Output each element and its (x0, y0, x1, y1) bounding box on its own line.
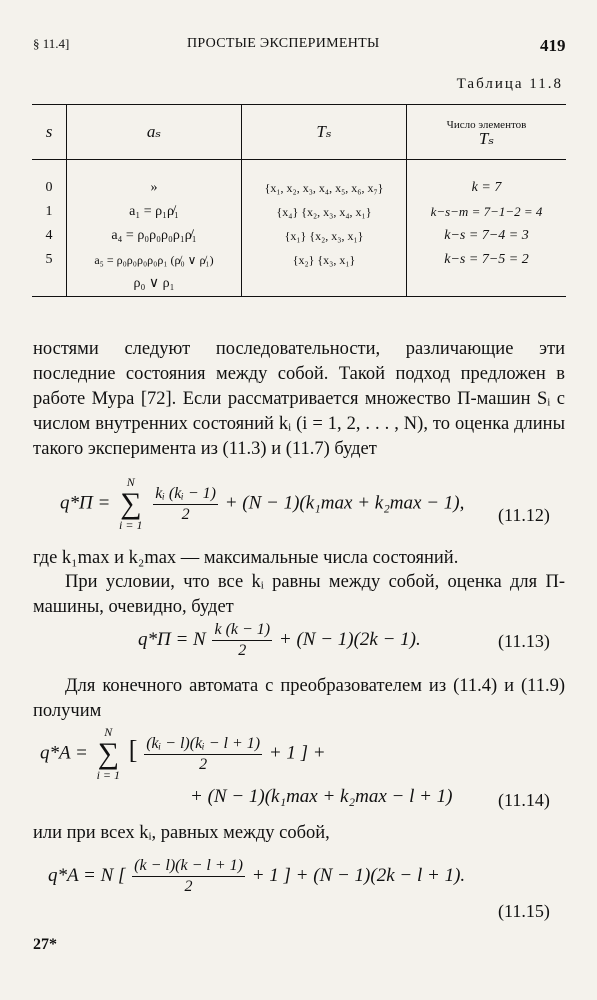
cell-count (407, 272, 567, 297)
eq-lhs: q*П = (60, 492, 111, 514)
table-row (32, 248, 566, 272)
paragraph: ностями следуют последовательности, различающие эти последние состояния между собой. Такой подход предложен в работе Мура [72]. Если рассматривается множество П-машин Sᵢ с числом внутренних состояний kᵢ (i = 1, 2, . . . , N), то оценка длины такого эксперимента из (11.3) и (11.7) будет (33, 339, 565, 459)
equation-number: (11.13) (498, 631, 550, 651)
sum-lower: i = 1 (119, 518, 143, 532)
cell-a: » (67, 160, 242, 201)
cell-a: a₄ = ρ₀ρ₀ρ₀ρ₁ρ̸₁ (67, 224, 242, 248)
cell-t: {x₂} {x₃, x₁} (242, 248, 407, 272)
running-title: ПРОСТЫЕ ЭКСПЕРИМЕНТЫ (187, 36, 380, 51)
equation-11-13 (138, 620, 421, 661)
data-table (32, 104, 566, 297)
equation-number: (11.15) (498, 901, 550, 921)
col-a-header: aₛ (67, 105, 242, 160)
cell-s (32, 272, 67, 297)
sum-upper: N (126, 475, 135, 489)
eq-tail: + (N − 1)(2k − 1). (278, 628, 421, 650)
eq-lhs: q*A = N [ (48, 864, 126, 886)
equation-11-12 (60, 476, 464, 532)
equation-number: (11.14) (498, 790, 550, 810)
cell-a: a₁ = ρ₁ρ̸₁ (67, 200, 242, 224)
numerator: (kᵢ − l)(kᵢ − l + 1) (144, 734, 262, 755)
sigma-icon: ∑ (120, 487, 142, 520)
cell-s: 0 (45, 180, 53, 195)
section-ref: § 11.4] (33, 36, 70, 51)
table-row (32, 272, 566, 297)
paragraph: Для конечного автомата с преобразователем из (11.4) и (11.9) получим (33, 676, 565, 721)
cell-count: k = 7 (407, 160, 567, 201)
denominator: 2 (199, 755, 208, 773)
sigma-icon: ∑ (97, 737, 119, 770)
page-number: 419 (540, 36, 566, 55)
cell-t: {x₄} {x₂, x₃, x₄, x₁} (242, 200, 407, 224)
cell-s: 5 (45, 252, 53, 267)
denominator: 2 (184, 878, 193, 895)
numerator: (k − l)(k − l + 1) (132, 856, 245, 877)
numerator: k (k − 1) (212, 620, 272, 641)
paragraph: или при всех kᵢ, равных между собой, (33, 823, 330, 843)
fraction (132, 856, 245, 897)
col-s-header: s (32, 105, 67, 160)
signature-mark: 27* (33, 936, 57, 953)
cell-count: k−s = 7−5 = 2 (407, 248, 567, 272)
paragraph: где k₁max и k₂max — максимальные числа состояний. (33, 548, 459, 568)
cell-count: k−s = 7−4 = 3 (407, 224, 567, 248)
sum-lower: i = 1 (96, 768, 121, 782)
cell-count: k−s−m = 7−1−2 = 4 (407, 200, 567, 224)
bracket-icon: [ (128, 735, 138, 765)
sum-sign (97, 726, 120, 782)
cell-t: {x₁} {x₂, x₃, x₁} (242, 224, 407, 248)
denominator: 2 (238, 642, 247, 659)
fraction (212, 620, 272, 661)
denominator: 2 (181, 505, 190, 523)
eq-tail: + 1 ] + (268, 742, 326, 764)
numerator: kᵢ (kᵢ − 1) (153, 484, 218, 505)
equation-11-15 (48, 856, 465, 897)
equation-11-14 (40, 726, 453, 808)
paragraph: При условии, что все kᵢ равны между собой, оценка для П-машины, очевидно, будет (33, 572, 565, 617)
cell-t (242, 272, 407, 297)
cell-s: 1 (45, 204, 53, 219)
cell-a: a₅ = ρ₀ρ₀ρ₀ρ₀ρ₁ (ρ̸₀ ∨ ρ̸₁) (67, 248, 242, 272)
col-count-label: Число элементов (446, 119, 527, 131)
eq-line2: + (N − 1)(k₁max + k₂max − l + 1) (190, 786, 453, 807)
table-row (32, 224, 566, 248)
fraction (144, 734, 262, 775)
eq-tail: + 1 ] + (N − 1)(2k − l + 1). (251, 864, 466, 886)
cell-t: {x₁, x₂, x₃, x₄, x₅, x₆, x₇} (242, 160, 407, 201)
cell-s: 4 (45, 228, 53, 243)
col-count-header (407, 105, 567, 160)
table-header-row (32, 105, 566, 160)
eq-lhs: q*A = (40, 742, 88, 764)
fraction (153, 484, 218, 525)
cell-a: ρ₀ ∨ ρ₁ (67, 272, 242, 297)
table-row (32, 160, 566, 201)
equation-number: (11.12) (498, 505, 550, 525)
sum-upper: N (104, 725, 113, 739)
col-count-ts: Tₛ (478, 129, 495, 148)
eq-tail: + (N − 1)(k₁max + k₂max − 1), (224, 492, 465, 514)
col-t-header: Tₛ (242, 105, 407, 160)
table-row (32, 200, 566, 224)
eq-lhs: q*П = N (138, 628, 206, 650)
table-caption: Таблица 11.8 (456, 76, 563, 92)
sum-sign (119, 476, 142, 532)
